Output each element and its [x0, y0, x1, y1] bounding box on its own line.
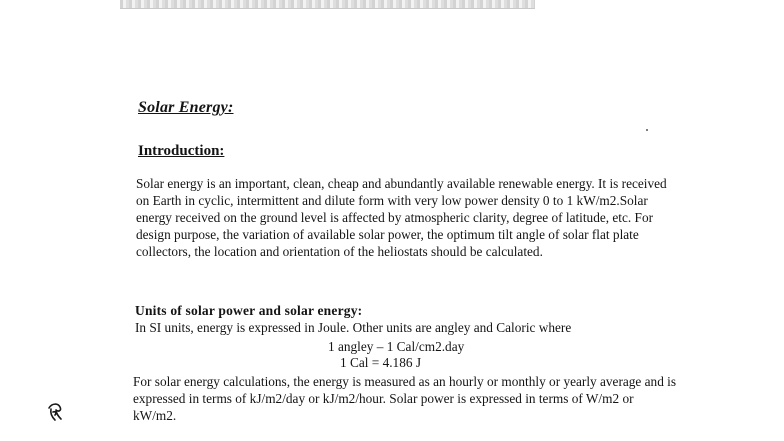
calculation-paragraph: For solar energy calculations, the energy is measured as an hourly or monthly or yearly average and is expressed in terms of kJ/m2/day or kJ/m2/hour. Solar power is expressed in terms of W/m2 or kW/m2. [133, 374, 677, 423]
introduction-paragraph: Solar energy is an important, clean, cheap and abundantly available renewable energy. It is received on Earth in cyclic, intermittent and dilute form with very low power density 0 to 1 kW/m2.Solar energy received on the ground level is affected by atmospheric clarity, degree of latitude, etc. For design purpose, the variation of available solar power, the optimum tilt angle of solar flat plate collectors, the location and orientation of the heliostats should be calculated. [136, 176, 667, 259]
scan-edge-smudge [120, 0, 535, 9]
equation-angley: 1 angley – 1 Cal/cm2.day [328, 339, 465, 354]
handwritten-scribble-icon [46, 402, 64, 422]
scan-speck [646, 129, 648, 131]
section-heading-introduction: Introduction: [138, 143, 225, 159]
si-units-line: In SI units, energy is expressed in Joule. Other units are angley and Caloric where [135, 320, 572, 335]
section-heading-units: Units of solar power and solar energy: [135, 303, 363, 318]
page-title: Solar Energy: [138, 99, 234, 116]
equation-calorie: 1 Cal = 4.186 J [340, 355, 422, 370]
